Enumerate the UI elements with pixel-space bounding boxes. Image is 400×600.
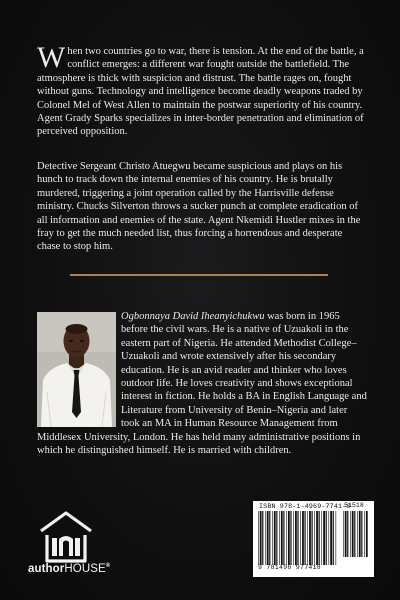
registered-mark: ® (105, 563, 111, 570)
divider-line (70, 274, 328, 276)
isbn-label: ISBN 978-1-4969-7741-8 (259, 503, 351, 510)
author-bio (37, 310, 367, 457)
isbn-barcode (258, 511, 338, 565)
publisher-name (28, 563, 110, 575)
publisher-name-bold: author (28, 563, 65, 575)
authorhouse-logo-icon (35, 505, 97, 565)
author-bio-text: was born in 1965 before the civil wars. He is a native of Uzuakoli in the eastern part of Nigeria. He attended Methodist College–Uzuakoli and wrote extensively after his secondary education. He is an avid reader and thinker who loves outdoor life. He loves creativity and shows exceptional interest in fiction. He holds a BA in English Language and Literature from University of Benin–Nigeria and later took an MA in Human Resource Management from Middlesex University, London. He has held many administrative positions in which he distinguished himself. He is married with children. (37, 311, 367, 457)
price-code: 51518 (344, 502, 364, 509)
blurb-paragraph-1-text: hen two countries go to war, there is tension. At the end of the battle, a conflict emerges: a different war fought outside the battlefield. The atmosphere is thick with suspicion and distrust. The battle rages on, fought without guns. Technology and intelligence become deadly weapons traded by Colonel Mel of West Allen to maintain the postwar superiority of his country. Agent Grady Sparks specializes in inter-border penetration and elimination of perceived opposition. (37, 46, 364, 138)
price-barcode (343, 511, 369, 557)
drop-cap: W (37, 41, 66, 74)
publisher-name-light: HOUSE (64, 563, 106, 575)
author-name: Ogbonnaya David Iheanyichukwu (121, 311, 265, 322)
barcode-number: 9 781496 977418 (258, 564, 322, 571)
blurb-paragraph-1 (37, 41, 367, 139)
blurb-paragraph-2: Detective Sergeant Christo Atuegwu became suspicious and plays on his hunch to track down the internal enemies of his country. He is brutally murdered, triggering a joint operation called by the Harrisville defense ministry. Chucks Silverton throws a sucker punch at complete eradication of all information and enemies of the state. Agent Nkemidi Hustler mixes in the fray to get the much needed list, thus forcing a horrendous and desperate chase to stop him. (37, 161, 361, 253)
barcode-box (253, 501, 374, 577)
